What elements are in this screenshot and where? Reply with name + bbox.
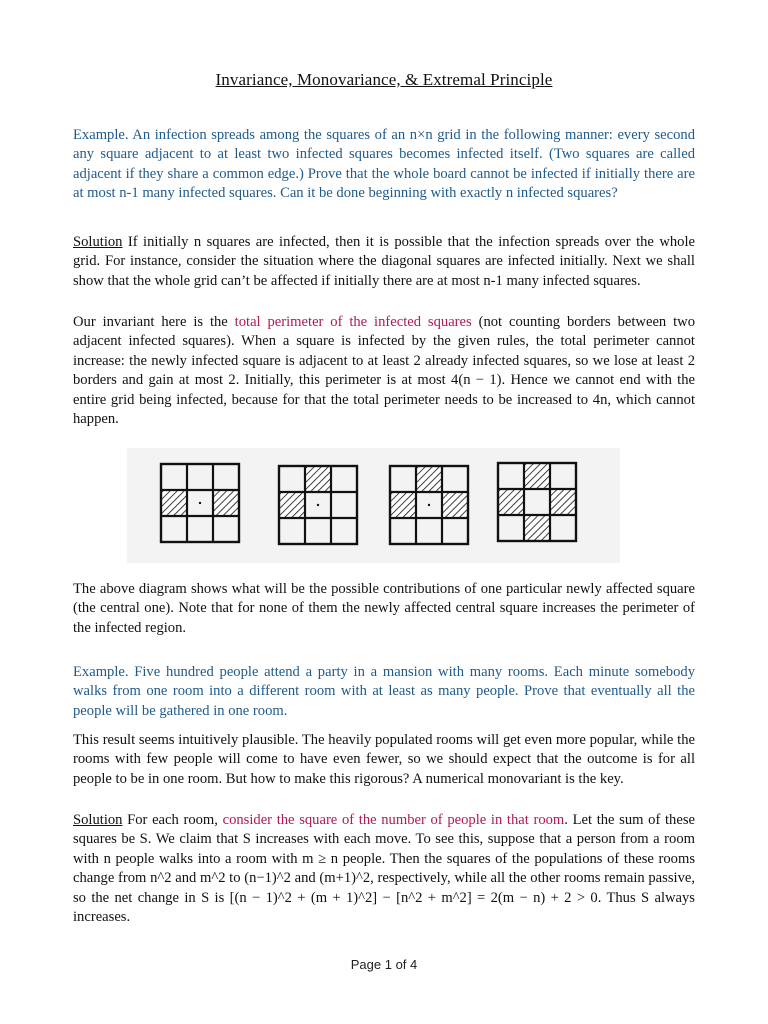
grid-4: [498, 463, 576, 541]
solution2-label: Solution: [73, 812, 123, 828]
solution-text: If initially n squares are infected, then it is possible that the infection spreads over the whole grid. For instance, consider the situation where the diagonal squares are infected initially. Next we shall show that the whole grid can’t be affected if initially there are at most n-1 many infected squares.: [73, 234, 695, 289]
invariant-highlight: total perimeter of the infected squares: [234, 314, 472, 330]
solution-label: Solution: [73, 234, 123, 250]
solution-party: [73, 811, 695, 927]
grid-diagram-svg: [127, 448, 620, 563]
page-number: Page 1 of 4: [350, 957, 418, 972]
page-title: Invariance, Monovariance, & Extremal Principle: [215, 70, 553, 89]
grid-3: [390, 466, 468, 544]
grid-diagram: [127, 448, 620, 563]
example-infection: Example. An infection spreads among the squares of an n×n grid in the following manner: every second any square adjacent to at least two infected squares becomes infected itself. (Two squares are called adjacent if they share a common edge.) Prove that the whole board cannot be infected if initially there are at most n-1 many infected squares. Can it be done beginning with exactly n infected squares?: [73, 127, 695, 202]
solution2-before: For each room,: [122, 812, 223, 828]
solution2-after: . Let the sum of these squares be S. We claim that S increases with each move. To see this, suppose that a person from a room with n people walks into a room with m ≥ n people. Then the squares of the populations of these rooms change from n^2 and m^2 to (n−1)^2 and (m+1)^2, respectively, while all the other rooms remain passive, so the net change in S is [(n − 1)^2 + (m + 1)^2] − [n^2 + m^2] = 2(m − n) + 2 > 0. Thus S always increases.: [73, 812, 695, 926]
solution-infection: [73, 233, 695, 291]
invariant-paragraph: [73, 313, 695, 429]
example-party: Example. Five hundred people attend a party in a mansion with many rooms. Each minute somebody walks from one room into a different room with at least as many people. Prove that eventually all the people will be gathered in one room.: [73, 664, 695, 719]
invariant-before: Our invariant here is the: [73, 314, 235, 330]
diagram-caption: The above diagram shows what will be the possible contributions of one particular newly affected square (the central one). Note that for none of them the newly affected central square increases the perimeter of the infected region.: [73, 581, 695, 636]
intuition-paragraph: This result seems intuitively plausible. The heavily populated rooms will get even more popular, while the rooms with few people will come to have even fewer, so we should expect that the outcome is for all people to be in one room. But how to make this rigorous? A numerical monovariant is the key.: [73, 732, 695, 787]
solution2-highlight: consider the square of the number of people in that room: [222, 812, 565, 828]
grid-1: [161, 464, 239, 542]
grid-2: [279, 466, 357, 544]
invariant-after: (not counting borders between two adjacent infected squares). When a square is infected by the given rules, the total perimeter cannot increase: the newly infected square is adjacent to at least 2 already infected squares, so we lose at least 2 borders and gain at most 2. Initially, this perimeter is at most 4(n − 1). Hence we cannot end with the entire grid being infected, because for that the total perimeter needs to be increased to 4n, which cannot happen.: [73, 314, 695, 428]
